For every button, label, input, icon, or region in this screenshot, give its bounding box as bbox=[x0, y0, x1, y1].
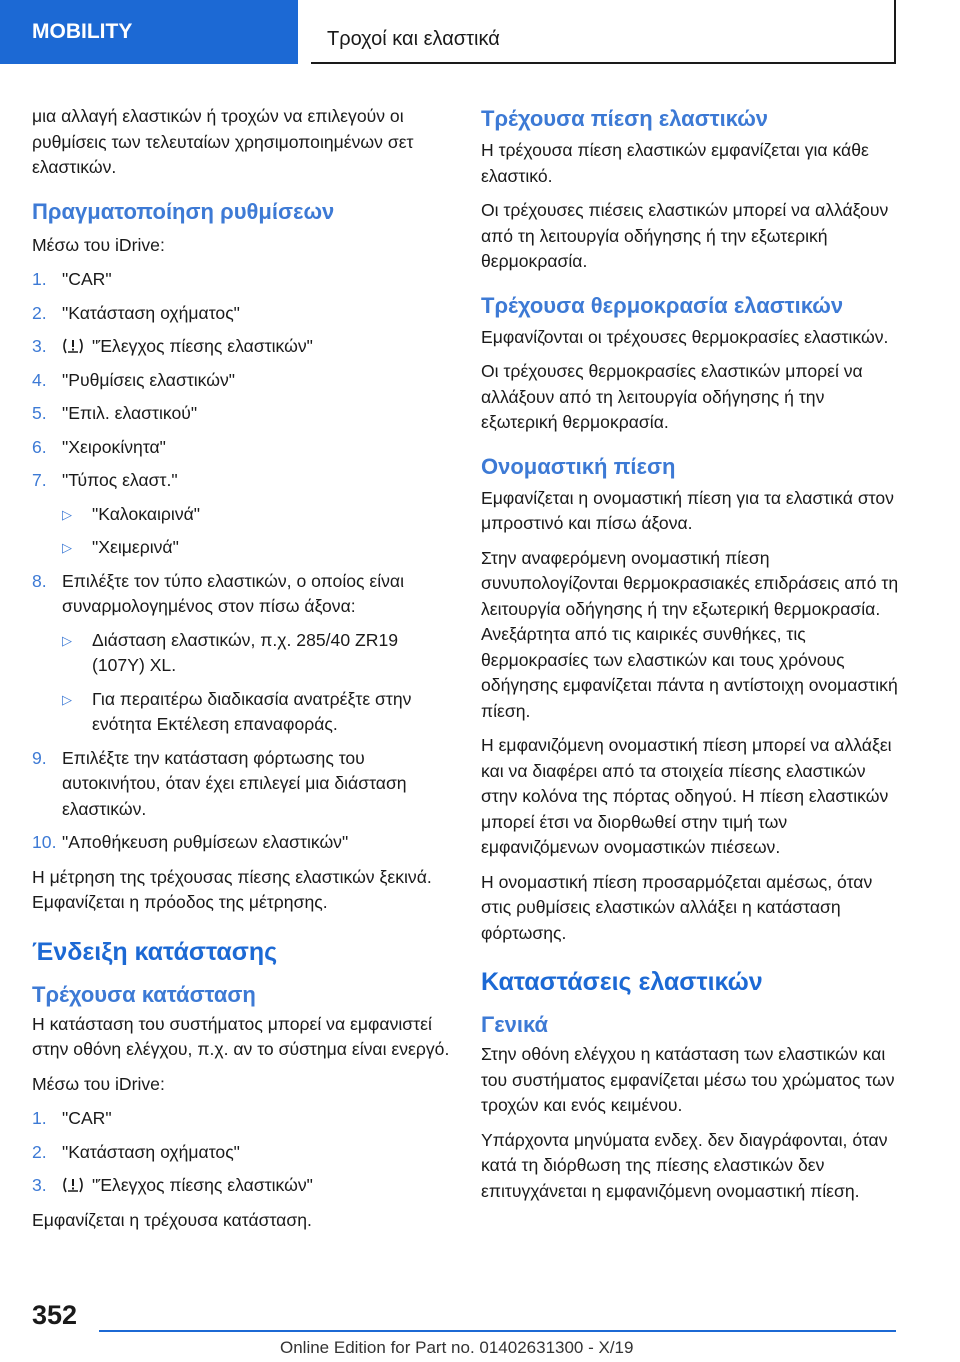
chapter-title: Τροχοί και ελαστικά bbox=[311, 0, 896, 64]
list-item: 6. "Χειροκίνητα" bbox=[32, 436, 166, 457]
page-number: 352 bbox=[32, 1300, 78, 1330]
list-item: 2. "Κατάσταση οχήματος" bbox=[32, 1141, 240, 1162]
via-idrive-2: Μέσω του iDrive: bbox=[32, 1073, 165, 1094]
nominal-p1: Εμφανίζεται η ονομαστική πίεση για τα ελαστικά στον μπροστινό και πίσω άξονα. bbox=[481, 487, 894, 533]
shown-text: Εμφανίζεται η τρέχουσα κατάσταση. bbox=[32, 1209, 312, 1230]
triangle-bullet-icon: ▷ bbox=[62, 691, 72, 707]
status-steps bbox=[32, 1106, 452, 1199]
heading-tire-pressure: Τρέχουσα πίεση ελαστικών bbox=[481, 106, 769, 131]
status-text: Η κατάσταση του συστήματος μπορεί να εμφανιστεί στην οθόνη ελέγχου, π.χ. αν το σύστημα είναι ενεργό. bbox=[32, 1013, 450, 1059]
heading-nominal-pressure: Ονομαστική πίεση bbox=[481, 453, 676, 479]
triangle-bullet-icon: ▷ bbox=[62, 632, 72, 648]
sub-item: ▷ "Χειμερινά" bbox=[62, 535, 452, 561]
footer-divider bbox=[99, 1330, 896, 1332]
left-column bbox=[32, 104, 452, 1242]
intro-text: μια αλλαγή ελαστικών ή τροχών να επιλεγούν οι ρυθμίσεις των τελευταίων χρησιμοποιημένων σετ ελαστικών. bbox=[32, 106, 414, 177]
list-item: 10. "Αποθήκευση ρυθμίσεων ελαστικών" bbox=[32, 832, 349, 852]
temp-p2: Οι τρέχουσες θερμοκρασίες ελαστικών μπορεί να αλλάξουν από τη λειτουργία οδήγησης ή την εξωτερική θερμοκρασία. bbox=[481, 361, 863, 432]
tire-pressure-warning-icon bbox=[62, 1176, 84, 1194]
sub-item: ▷ Διάσταση ελαστικών, π.χ. 285/40 ZR19 (107Y) XL. bbox=[62, 628, 452, 679]
general-p1: Στην οθόνη ελέγχου η κατάσταση των ελαστικών και του συστήματος εμφανίζεται μέσω του χρώματος των τροχών και ενός κειμένου. bbox=[481, 1044, 895, 1115]
measure-text: Η μέτρηση της τρέχουσας πίεσης ελαστικών ξεκινά. Εμφανίζεται η πρόοδος της μέτρησης. bbox=[32, 866, 432, 912]
temp-p1: Εμφανίζονται οι τρέχουσες θερμοκρασίες ελαστικών. bbox=[481, 326, 889, 347]
nominal-p2: Στην αναφερόμενη ονομαστική πίεση συνυπολογίζονται θερμοκρασιακές επιδράσεις από τη λειτουργία οδήγησης ή την εξωτερική θερμοκρασία. Ανεξάρτητα από τις καιρικές συνθήκες, τις θερμοκρασίες των ελαστικών και τους χρόνους οδήγησης εμφανίζεται πάντα η αντίστοιχη ονομαστική πίεση. bbox=[481, 547, 899, 721]
list-item: 4. "Ρυθμίσεις ελαστικών" bbox=[32, 369, 236, 390]
right-column bbox=[481, 104, 901, 1213]
pressure-p2: Οι τρέχουσες πιέσεις ελαστικών μπορεί να αλλάξουν από τη λειτουργία οδήγησης ή την εξωτερική θερμοκρασία. bbox=[481, 200, 889, 271]
list-item: 1. "CAR" bbox=[32, 1108, 112, 1128]
nominal-p3: Η εμφανιζόμενη ονομαστική πίεση μπορεί να αλλάξει και να διαφέρει από τα στοιχεία πίεσης ελαστικών στην κολόνα της πόρτας οδηγού. Η πίεση ελαστικών μπορεί έτσι να διορθωθεί στην τιμή των εμφανιζόμενων ονομαστικών πιέσεων. bbox=[481, 735, 892, 857]
list-item: 3. "Έλεγχος πίεσης ελαστικών" bbox=[32, 1175, 313, 1195]
list-item: 2. "Κατάσταση οχήματος" bbox=[32, 302, 240, 323]
triangle-bullet-icon: ▷ bbox=[62, 540, 72, 555]
general-p2: Υπάρχοντα μηνύματα ενδεχ. δεν διαγράφονται, όταν κατά τη διόρθωση της πίεσης ελαστικών δεν επιτυγχάνεται η εμφανιζόμενη ονομαστική πίεση. bbox=[481, 1129, 888, 1201]
sub-item: ▷ Για περαιτέρω διαδικασία ανατρέξτε στην ενότητα Εκτέλεση επαναφοράς. bbox=[62, 687, 452, 738]
list-item: 1. "CAR" bbox=[32, 269, 112, 289]
heading-tire-temperature: Τρέχουσα θερμοκρασία ελαστικών bbox=[481, 292, 844, 318]
settings-steps bbox=[32, 267, 452, 856]
tire-pressure-warning-icon bbox=[62, 337, 84, 355]
list-item: 8. Επιλέξτε τον τύπο ελαστικών, ο οποίος είναι συναρμολογημένος στον πίσω άξονα: bbox=[32, 570, 405, 616]
triangle-bullet-icon: ▷ bbox=[62, 506, 72, 522]
section-title: MOBILITY bbox=[32, 20, 133, 43]
nominal-p4: Η ονομαστική πίεση προσαρμόζεται αμέσως, όταν στις ρυθμίσεις ελαστικών αλλάξει η κατάσταση φόρτωσης. bbox=[481, 871, 873, 943]
sub-item: ▷ "Καλοκαιρινά" bbox=[62, 502, 452, 528]
heading-general: Γενικά bbox=[481, 1012, 549, 1037]
pressure-p1: Η τρέχουσα πίεση ελαστικών εμφανίζεται για κάθε ελαστικό. bbox=[481, 140, 869, 186]
via-idrive: Μέσω του iDrive: bbox=[32, 234, 165, 255]
section-tab bbox=[0, 0, 298, 64]
list-item: 9. Επιλέξτε την κατάσταση φόρτωσης του αυτοκινήτου, όταν έχει επιλεγεί μια διάσταση ελαστικών. bbox=[32, 747, 407, 819]
heading-update: Πραγματοποίηση ρυθμίσεων bbox=[32, 198, 335, 224]
list-item: 3. "Έλεγχος πίεσης ελαστικών" bbox=[32, 336, 313, 356]
list-item: 5. "Επιλ. ελαστικού" bbox=[32, 403, 198, 423]
footer-edition: Online Edition for Part no. 01402631300 - X/19 bbox=[280, 1338, 634, 1357]
heading-current-status: Τρέχουσα κατάσταση bbox=[32, 981, 256, 1007]
heading-status: Ένδειξη κατάστασης bbox=[32, 937, 278, 966]
list-item: 7. "Τύπος ελαστ." bbox=[32, 470, 178, 490]
heading-tire-states: Καταστάσεις ελαστικών bbox=[481, 968, 763, 996]
